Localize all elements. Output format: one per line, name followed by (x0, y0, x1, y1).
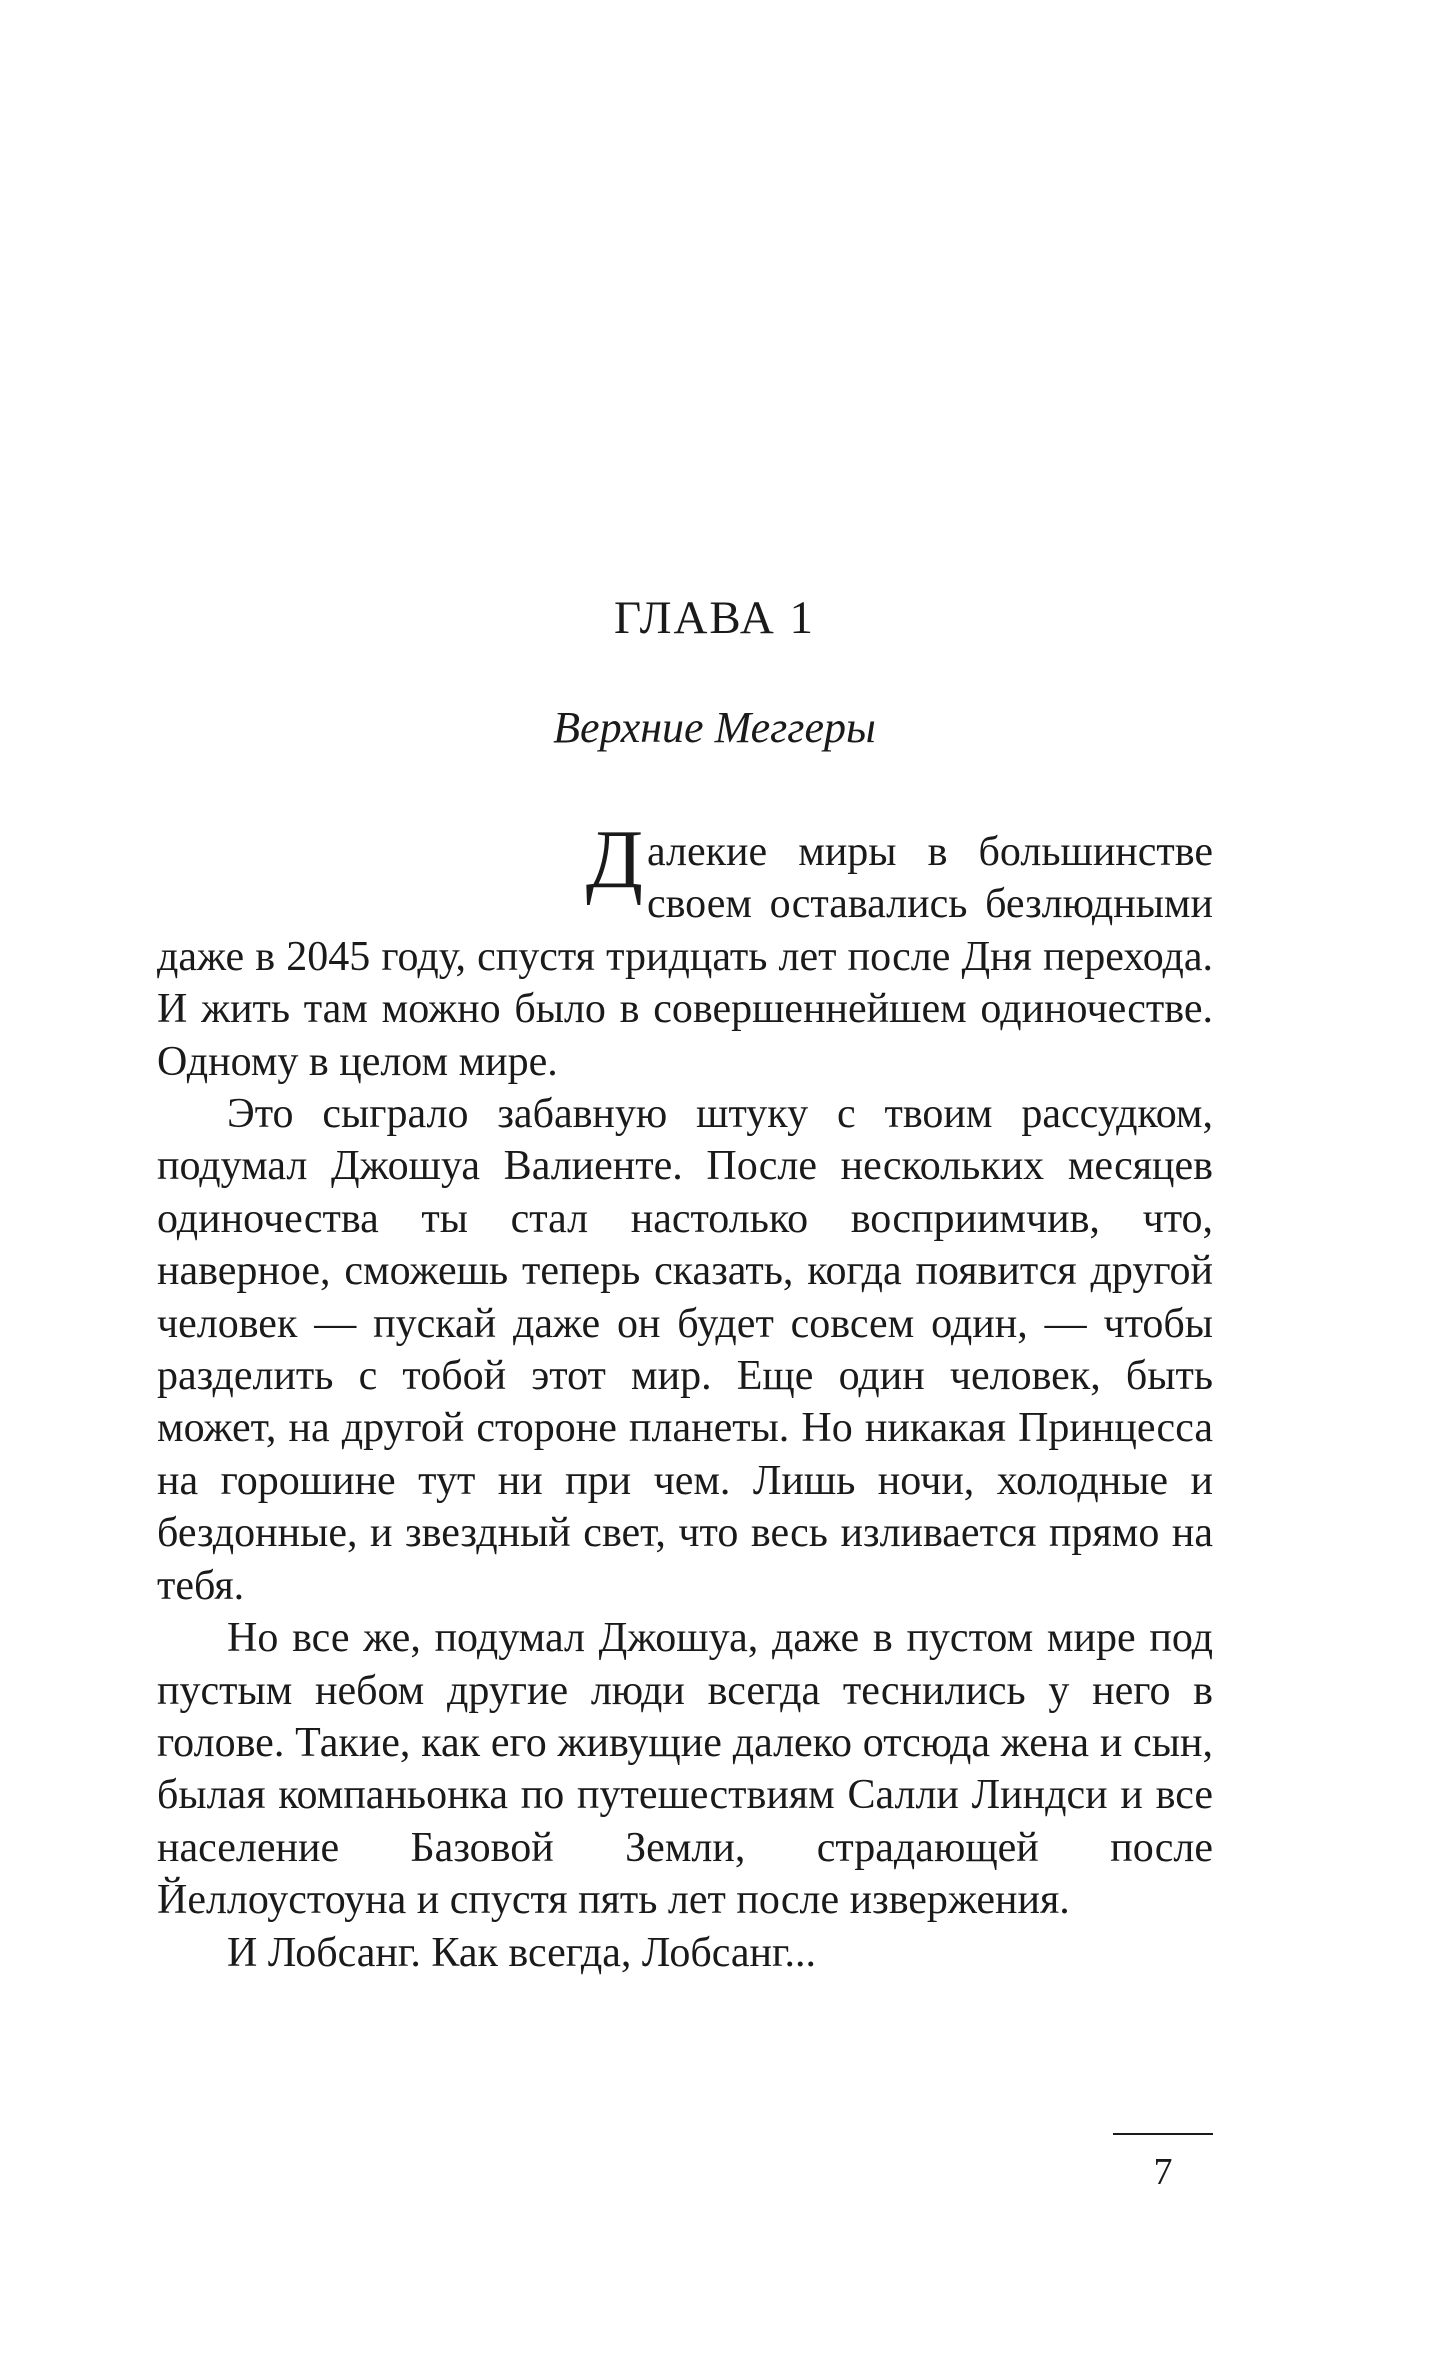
paragraph-4: И Лобсанг. Как всегда, Лобсанг... (227, 1929, 817, 1976)
chapter-title: ГЛАВА 1 (613, 592, 816, 644)
chapter-body (157, 813, 1213, 1979)
paragraph-3: Но все же, подумал Джошуа, даже в пустом мире под пустым небом другие люди всегда теснились у него в голове. Такие, как его живущие далеко отсюда жена и сын, былая компаньонка по путешествиям Салли Линдси и все население Базовой Земли, страдающей после Йеллоустоуна и спустя пять лет после извержения. (157, 1615, 1213, 1924)
paragraph-1 (157, 813, 1213, 1088)
page-number: 7 (1153, 2151, 1173, 2193)
paragraph-2: Это сыграло забавную штуку с твоим рассудком, подумал Джошуа Валиенте. После нескольких месяцев одиночества ты стал настолько восприимчив, что, наверное, сможешь теперь сказать, когда появится другой человек — пускай даже он будет совсем один, — чтобы разделить с тобой этот мир. Еще один человек, быть может, на другой стороне планеты. Но никакая Принцесса на горошине тут ни при чем. Лишь ночи, холодные и бездонные, и звездный свет, что весь изливается прямо на тебя. (157, 1091, 1213, 1609)
chapter-subtitle: Верхние Меггеры (553, 703, 876, 752)
footer-rule (1113, 2133, 1213, 2135)
paragraph-1-text: алекие миры в большинстве своем оставались безлюдными даже в 2045 году, спустя тридцать лет после Дня перехода. И жить там можно было в совершеннейшем одиночестве. Одному в целом мире. (157, 829, 1213, 1085)
drop-cap-letter: Д (585, 813, 643, 906)
